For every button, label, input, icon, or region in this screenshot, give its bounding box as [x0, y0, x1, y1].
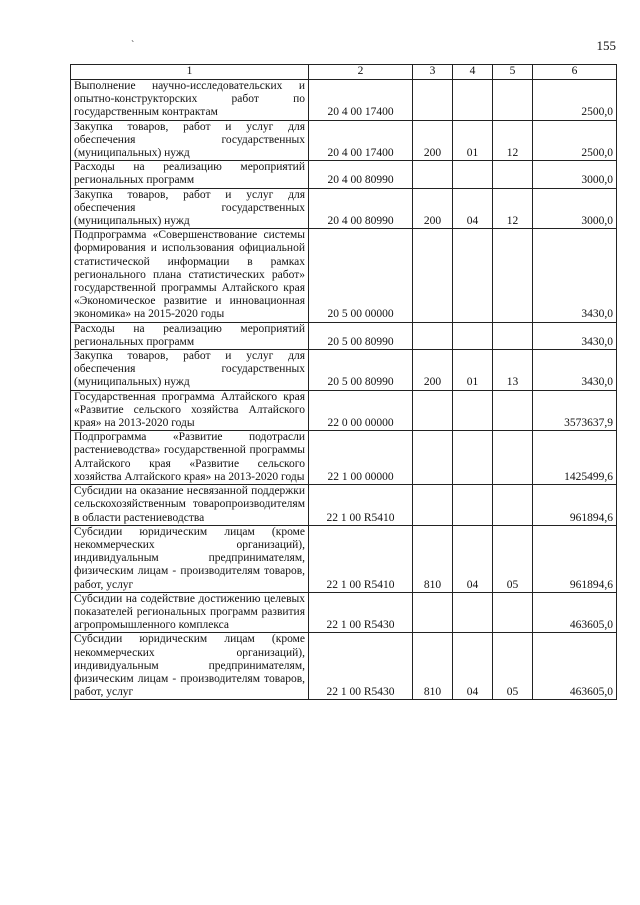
cell-expense-type: 810: [413, 525, 453, 592]
cell-amount: 3000,0: [533, 161, 617, 188]
cell-section: [453, 390, 493, 431]
cell-code: 20 5 00 80990: [309, 350, 413, 391]
cell-section: 04: [453, 188, 493, 229]
cell-code: 22 0 00 00000: [309, 390, 413, 431]
cell-amount: 2500,0: [533, 120, 617, 161]
cell-expense-type: 200: [413, 188, 453, 229]
column-header: 2: [309, 65, 413, 80]
table-row: [71, 350, 617, 391]
cell-amount: 2500,0: [533, 80, 617, 121]
cell-name: Закупка товаров, работ и услуг для обеспечения государственных (муниципальных) нужд: [71, 350, 309, 391]
cell-code: 22 1 00 R5410: [309, 525, 413, 592]
cell-section: [453, 592, 493, 633]
cell-code: 22 1 00 R5430: [309, 633, 413, 700]
cell-code: 20 5 00 80990: [309, 322, 413, 349]
cell-amount: 1425499,6: [533, 431, 617, 485]
cell-expense-type: [413, 592, 453, 633]
cell-section: 01: [453, 350, 493, 391]
cell-subsection: [493, 229, 533, 322]
cell-subsection: 12: [493, 188, 533, 229]
cell-subsection: 12: [493, 120, 533, 161]
table-row: [71, 188, 617, 229]
cell-subsection: [493, 161, 533, 188]
cell-section: [453, 485, 493, 526]
column-header: 3: [413, 65, 453, 80]
cell-name: Расходы на реализацию мероприятий региональных программ: [71, 322, 309, 349]
cell-expense-type: [413, 322, 453, 349]
cell-subsection: [493, 80, 533, 121]
cell-code: 20 4 00 17400: [309, 80, 413, 121]
cell-section: [453, 322, 493, 349]
page-number: 155: [596, 38, 616, 53]
cell-expense-type: [413, 431, 453, 485]
cell-name: Субсидии юридическим лицам (кроме некоммерческих организаций), индивидуальным предпринимателям, физическим лицам - производителям товаров, работ, услуг: [71, 525, 309, 592]
cell-code: 20 4 00 80990: [309, 161, 413, 188]
table-row: [71, 80, 617, 121]
cell-expense-type: 200: [413, 350, 453, 391]
cell-name: Субсидии юридическим лицам (кроме некоммерческих организаций), индивидуальным предпринимателям, физическим лицам - производителям товаров, работ, услуг: [71, 633, 309, 700]
cell-expense-type: [413, 485, 453, 526]
table-row: [71, 161, 617, 188]
cell-name: Закупка товаров, работ и услуг для обеспечения государственных (муниципальных) нужд: [71, 188, 309, 229]
cell-name: Субсидии на содействие достижению целевых показателей региональных программ развития агропромышленного комплекса: [71, 592, 309, 633]
table-row: [71, 390, 617, 431]
cell-code: 20 4 00 80990: [309, 188, 413, 229]
cell-expense-type: [413, 161, 453, 188]
cell-section: [453, 431, 493, 485]
cell-expense-type: 810: [413, 633, 453, 700]
cell-subsection: [493, 431, 533, 485]
cell-name: Подпрограмма «Развитие подотрасли растениеводства» государственной программы Алтайского края «Развитие сельского хозяйства Алтайского края» на 2013-2020 годы: [71, 431, 309, 485]
cell-amount: 463605,0: [533, 633, 617, 700]
table-row: [71, 322, 617, 349]
cell-amount: 3430,0: [533, 229, 617, 322]
cell-name: Закупка товаров, работ и услуг для обеспечения государственных (муниципальных) нужд: [71, 120, 309, 161]
column-header: 5: [493, 65, 533, 80]
cell-subsection: [493, 592, 533, 633]
cell-amount: 463605,0: [533, 592, 617, 633]
cell-amount: 961894,6: [533, 525, 617, 592]
cell-code: 22 1 00 R5430: [309, 592, 413, 633]
cell-code: 22 1 00 00000: [309, 431, 413, 485]
column-header: 6: [533, 65, 617, 80]
cell-code: 20 4 00 17400: [309, 120, 413, 161]
cell-section: 04: [453, 633, 493, 700]
cell-expense-type: [413, 80, 453, 121]
cell-name: Государственная программа Алтайского края «Развитие сельского хозяйства Алтайского края» на 2013-2020 годы: [71, 390, 309, 431]
cell-subsection: [493, 485, 533, 526]
table-row: [71, 633, 617, 700]
column-header: 1: [71, 65, 309, 80]
table-row: [71, 525, 617, 592]
table-header-row: [71, 65, 617, 80]
cell-section: [453, 161, 493, 188]
cell-subsection: 05: [493, 525, 533, 592]
cell-name: Выполнение научно-исследовательских и опытно-конструкторских работ по государственным контрактам: [71, 80, 309, 121]
cell-code: 20 5 00 00000: [309, 229, 413, 322]
cell-amount: 3573637,9: [533, 390, 617, 431]
cell-subsection: 05: [493, 633, 533, 700]
table-row: [71, 485, 617, 526]
cell-section: 01: [453, 120, 493, 161]
cell-section: [453, 229, 493, 322]
cell-expense-type: 200: [413, 120, 453, 161]
cell-amount: 3430,0: [533, 322, 617, 349]
cell-amount: 961894,6: [533, 485, 617, 526]
table-row: [71, 592, 617, 633]
table-row: [71, 229, 617, 322]
cell-code: 22 1 00 R5410: [309, 485, 413, 526]
cell-name: Расходы на реализацию мероприятий региональных программ: [71, 161, 309, 188]
cell-section: [453, 80, 493, 121]
cell-expense-type: [413, 390, 453, 431]
page-mark: `: [131, 40, 135, 51]
cell-subsection: [493, 322, 533, 349]
table-row: [71, 431, 617, 485]
cell-amount: 3430,0: [533, 350, 617, 391]
cell-subsection: [493, 390, 533, 431]
cell-expense-type: [413, 229, 453, 322]
cell-name: Подпрограмма «Совершенствование системы формирования и использования официальной статистической информации в рамках регионального плана статистических работ» государственной программы Алтайского края «Экономическое развитие и инновационная экономика» на 2015-2020 годы: [71, 229, 309, 322]
column-header: 4: [453, 65, 493, 80]
cell-amount: 3000,0: [533, 188, 617, 229]
budget-table: [70, 64, 617, 700]
cell-section: 04: [453, 525, 493, 592]
cell-name: Субсидии на оказание несвязанной поддержки сельскохозяйственным товаропроизводителям в области растениеводства: [71, 485, 309, 526]
cell-subsection: 13: [493, 350, 533, 391]
table-row: [71, 120, 617, 161]
